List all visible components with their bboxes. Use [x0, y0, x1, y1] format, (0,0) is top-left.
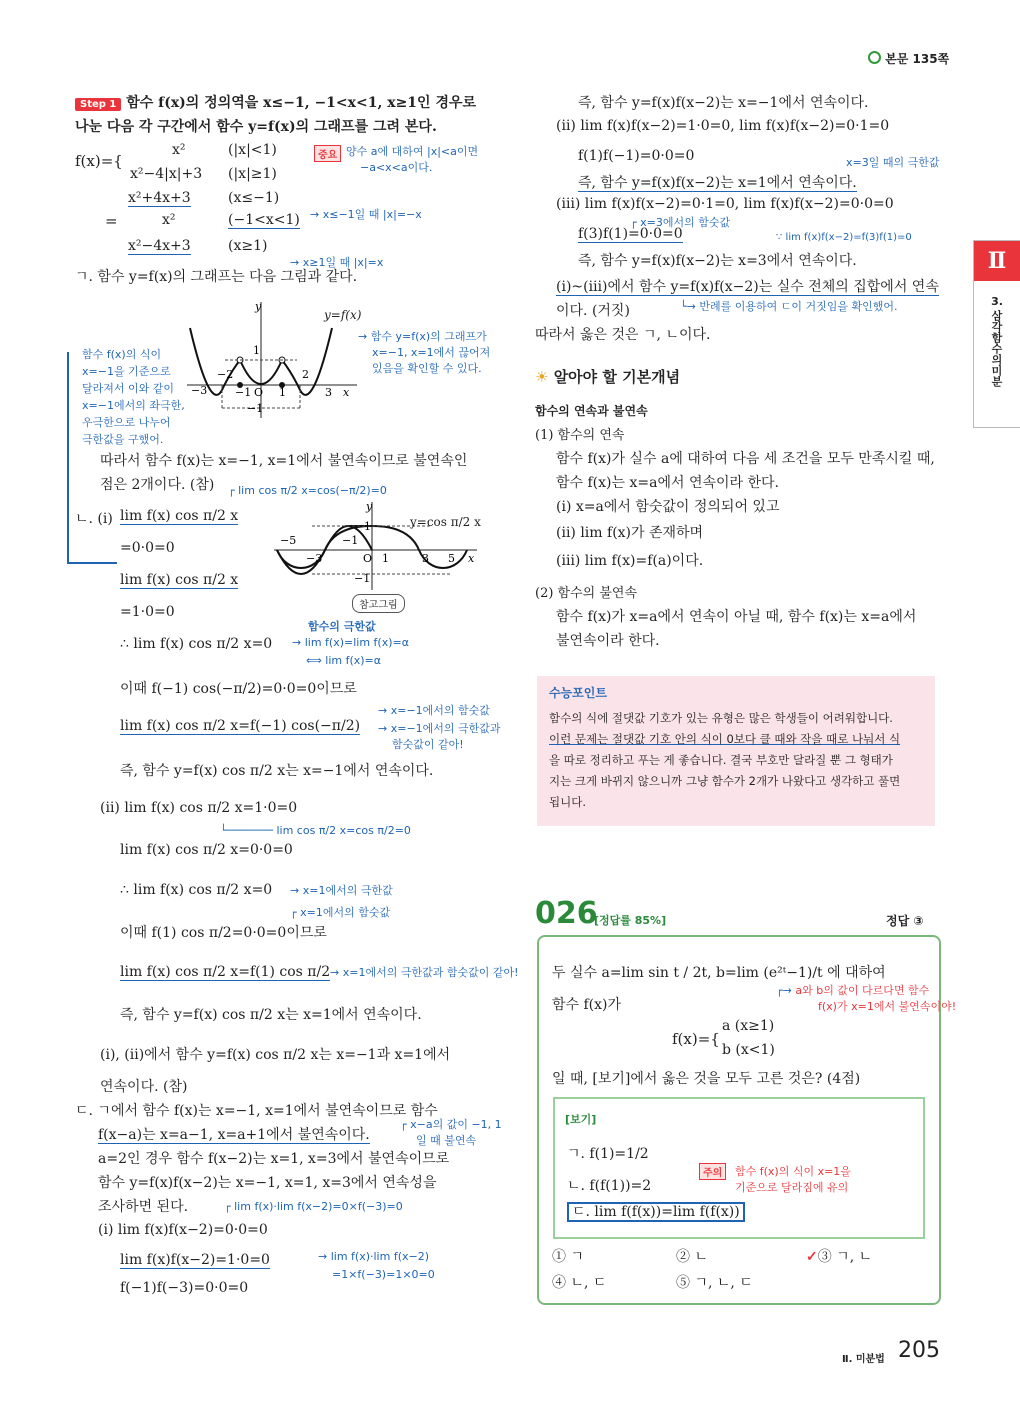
side-note-bracket: [67, 562, 117, 564]
svg-text:1: 1: [279, 386, 286, 399]
right-7: 즉, 함수 y=f(x)f(x−2)는 x=3에서 연속이다.: [578, 253, 857, 269]
svg-text:−1: −1: [342, 534, 359, 547]
limit-note-2: ⟺ lim f(x)=α: [306, 654, 382, 667]
question-fx-a: a (x≥1): [722, 1018, 775, 1034]
intro-line-2: 나눈 다음 각 구간에서 함수 y=f(x)의 그래프를 그려 본다.: [75, 119, 437, 135]
digeut-2: f(x−a)는 x=a−1, x=a+1에서 불연속이다.: [98, 1127, 370, 1143]
digeut-5-note: ┌ lim f(x)·lim f(x−2)=0×f(−3)=0: [224, 1200, 403, 1213]
right-10: 따라서 옳은 것은 ㄱ, ㄴ이다.: [535, 327, 711, 343]
right-6-note: ∵ lim f(x)f(x−2)=f(3)f(1)=0: [776, 232, 912, 243]
svg-text:y: y: [255, 300, 262, 313]
caution-note-2: 기준으로 달라짐에 유의: [735, 1181, 849, 1194]
question-line-1: 두 실수 a=lim sin t / 2t, b=lim (e²ᵗ−1)/t 에 대하여: [552, 965, 886, 981]
bogi-title: [보기]: [565, 1113, 597, 1126]
digeut-i-2-note-1: → lim f(x)·lim f(x−2): [318, 1250, 430, 1263]
choice-4[interactable]: ④ ㄴ, ㄷ: [552, 1275, 607, 1291]
bogi-item-giyeok: ㄱ. f(1)=1/2: [567, 1146, 649, 1162]
choice-1[interactable]: ① ㄱ: [552, 1249, 584, 1265]
footer-chapter: Ⅱ. 미분법: [842, 1354, 885, 1365]
bogi-item-nieun: ㄴ. f(f(1))=2: [567, 1178, 652, 1194]
important-note-2: −a<x<a이다.: [360, 161, 433, 174]
therefore-1: ∴ lim f(x) cos π/2 x=0: [120, 636, 273, 652]
fx-lhs: f(x)={: [75, 152, 123, 170]
graph-fx-note-1: → 함수 y=f(x)의 그래프가: [358, 330, 487, 343]
caution-tag: 주의: [699, 1163, 726, 1180]
graph-fx-label: y=f(x): [324, 308, 362, 322]
right-9-note: └→ 반례를 이용하여 ㄷ이 거짓임을 확인했어.: [680, 300, 898, 313]
digeut-i-2: lim f(x)f(x−2)=1·0=0: [120, 1252, 270, 1268]
limit-note-1: → lim f(x)=lim f(x)=α: [292, 636, 409, 649]
nieun-i-line-2b: =1·0=0: [120, 604, 175, 620]
eq1-note-2: → x=−1에서의 극한값과: [378, 722, 501, 735]
svg-text:−3: −3: [306, 552, 323, 565]
concept-1-b: 함수 f(x)는 x=a에서 연속이라 한다.: [556, 475, 779, 491]
svg-text:x: x: [343, 386, 350, 399]
right-6: f(3)f(1)=0·0=0: [578, 226, 683, 242]
svg-text:y: y: [366, 500, 373, 513]
side-note: 함수 f(x)의 식이 x=−1을 기준으로 달라져서 이와 같이 x=−1에서의 좌극한, 우극한으로 나누어 극한값을 구했어.: [82, 348, 185, 446]
fx2-a-cond: (x≤−1): [228, 190, 280, 206]
then-1: 이때 f(−1) cos(−π/2)=0·0=0이므로: [120, 681, 357, 697]
continuous-2: 즉, 함수 y=f(x) cos π/2 x는 x=1에서 연속이다.: [120, 1007, 422, 1023]
svg-text:2: 2: [302, 368, 309, 381]
nieun-i-head: ㄴ. (ⅰ): [75, 511, 113, 527]
giyeok-conclusion-2: 점은 2개이다. (참): [100, 477, 215, 493]
question-note-1: ┌→ a와 b의 값이 다르다면 함수: [776, 984, 930, 997]
question-line-2: 함수 f(x)가: [552, 997, 622, 1013]
svg-text:O: O: [254, 386, 264, 399]
fx2-c-cond: (x≥1): [228, 238, 268, 254]
suneung-point-text: 함수의 식에 절댓값 기호가 있는 유형은 많은 학생들이 어려워합니다. 이런 문제는 절댓값 기호 안의 식이 0보다 클 때와 작을 때로 나눠서 식 을 따로 정리하고 푸는 게 좋습니다. 결국 부호만 달라질 뿐 그 형태가 지는 크게 바뀌지 않으니까 그냥 함수가 2개가 나왔다고 생각하고 풀면 됩니다.: [549, 711, 901, 809]
digeut-1: ㄷ. ㄱ에서 함수 f(x)는 x=−1, x=1에서 불연속이므로 함수: [75, 1103, 438, 1119]
nieun-ii-note: └─────── lim cos π/2 x=cos π/2=0: [220, 824, 411, 837]
graph-fx-note-3: 있음을 확인할 수 있다.: [372, 362, 482, 375]
fx1-a: x²: [172, 142, 186, 158]
step-line: Step 1 함수 f(x)의 정의역을 x≤−1, −1<x<1, x≥1인 경우로: [75, 92, 476, 112]
problem-number: 026: [535, 896, 598, 931]
correct-rate: [정답률 85%]: [594, 914, 667, 927]
fx1-b-cond: (|x|≥1): [228, 166, 277, 182]
nieun-i-line-1: lim f(x) cos π/2 x: [120, 508, 239, 524]
right-8: (ⅰ)~(ⅲ)에서 함수 y=f(x)f(x−2)는 실수 전체의 집합에서 연속: [556, 279, 939, 295]
concept-title: ☀ 알아야 할 기본개념: [535, 368, 681, 386]
concept-1-ii: (ⅱ) lim f(x)가 존재하며: [556, 525, 704, 541]
fx1-a-cond: (|x|<1): [228, 142, 277, 158]
caution-note-1: 함수 f(x)의 식이 x=1을: [735, 1165, 851, 1178]
nieun-note-top: ┌ lim cos π/2 x=cos(−π/2)=0: [228, 484, 387, 497]
fx2-b-cond: (−1<x<1): [228, 212, 300, 228]
note-x-ge: → x≥1일 때 |x|=x: [290, 256, 384, 269]
nieun-i-line-1b: =0·0=0: [120, 540, 175, 556]
side-note-bracket: [67, 352, 69, 564]
svg-text:−1: −1: [247, 402, 264, 415]
question-fx-lhs: f(x)={: [672, 1030, 720, 1048]
answer-label: 정답 ③: [886, 914, 924, 928]
graph-cos-label: y=cos π/2 x: [410, 515, 481, 529]
digeut-2-note-2: 일 때 불연속: [416, 1134, 477, 1147]
chapter-number: Ⅱ: [974, 241, 1020, 281]
section-title: 삼각함수의미분: [990, 310, 1003, 387]
digeut-i-2-note-2: =1×f(−3)=1×0=0: [332, 1268, 435, 1281]
giyeok-statement: ㄱ. 함수 y=f(x)의 그래프는 다음 그림과 같다.: [75, 269, 358, 285]
fx2-a: x²+4x+3: [128, 190, 191, 206]
svg-text:−3: −3: [191, 384, 208, 397]
svg-text:3: 3: [422, 552, 429, 565]
important-tag: 중요: [314, 145, 341, 162]
lightbulb-icon: ☀: [535, 368, 549, 386]
continuous-1: 즉, 함수 y=f(x) cos π/2 x는 x=−1에서 연속이다.: [120, 763, 434, 779]
concept-2-a: 함수 f(x)가 x=a에서 연속이 아닐 때, 함수 f(x)는 x=a에서: [556, 609, 917, 625]
svg-text:−2: −2: [217, 368, 234, 381]
svg-text:−5: −5: [280, 534, 297, 547]
right-4: 즉, 함수 y=f(x)f(x−2)는 x=1에서 연속이다.: [578, 175, 857, 191]
reference-figure-badge: 참고그림: [352, 594, 405, 613]
therefore-2: ∴ lim f(x) cos π/2 x=0: [120, 882, 273, 898]
svg-text:x: x: [468, 552, 475, 565]
question-note-2: f(x)가 x=1에서 불연속이야!: [818, 1000, 957, 1013]
therefore-2-note: → x=1에서의 극한값: [290, 884, 393, 897]
page-number: 205: [898, 1338, 940, 1363]
right-3: f(1)f(−1)=0·0=0: [578, 148, 695, 164]
question-line-3: 일 때, [보기]에서 옳은 것을 모두 고른 것은? (4점): [552, 1071, 861, 1087]
nieun-conclusion-2: 연속이다. (참): [100, 1079, 188, 1095]
suneung-point-box: [537, 676, 935, 826]
concept-1-iii: (ⅲ) lim f(x)=f(a)이다.: [556, 553, 704, 569]
concept-2-b: 불연속이라 한다.: [556, 633, 660, 649]
nieun-ii-line-1: (ⅱ) lim f(x) cos π/2 x=1·0=0: [100, 800, 298, 816]
giyeok-conclusion-1: 따라서 함수 f(x)는 x=−1, x=1에서 불연속이므로 불연속인: [100, 453, 468, 469]
digeut-5: 조사하면 된다.: [98, 1199, 189, 1215]
equation-2: lim f(x) cos π/2 x=f(1) cos π/2: [120, 964, 331, 980]
concept-1-a: 함수 f(x)가 실수 a에 대하여 다음 세 조건을 모두 만족시킬 때,: [556, 451, 935, 467]
chapter-tab[interactable]: [973, 240, 1020, 428]
right-2: (ⅱ) lim f(x)f(x−2)=1·0=0, lim f(x)f(x−2)=0·1=0: [556, 118, 890, 134]
check-icon: ✓: [806, 1249, 818, 1265]
right-1: 즉, 함수 y=f(x)f(x−2)는 x=−1에서 연속이다.: [578, 95, 869, 111]
choice-3[interactable]: ✓③ ㄱ, ㄴ: [806, 1249, 873, 1265]
then-2: 이때 f(1) cos π/2=0·0=0이므로: [120, 925, 327, 941]
digeut-i-1: (ⅰ) lim f(x)f(x−2)=0·0=0: [98, 1222, 268, 1238]
svg-text:3: 3: [325, 386, 332, 399]
digeut-3: a=2인 경우 함수 f(x−2)는 x=1, x=3에서 불연속이므로: [98, 1151, 450, 1167]
svg-text:1: 1: [253, 344, 260, 357]
suneung-point-title: 수능포인트: [549, 686, 607, 700]
eq1-note-3: 함숫값이 같아!: [392, 738, 464, 751]
fx2-c: x²−4x+3: [128, 238, 191, 254]
svg-text:−1: −1: [235, 386, 252, 399]
important-note-1: 양수 a에 대하여 |x|<a이면: [346, 145, 479, 158]
nieun-ii-line-2: lim f(x) cos π/2 x=0·0=0: [120, 842, 293, 858]
graph-fx-note-2: x=−1, x=1에서 끊어져: [372, 346, 491, 359]
note-x-le: → x≤−1일 때 |x|=−x: [310, 208, 422, 221]
nieun-i-line-2: lim f(x) cos π/2 x: [120, 572, 239, 588]
fx1-b: x²−4|x|+3: [130, 166, 203, 182]
circle-icon: [868, 51, 881, 64]
step-tag: Step 1: [75, 98, 121, 111]
choice-2[interactable]: ② ㄴ: [676, 1249, 708, 1265]
section-number: 3.: [991, 295, 1003, 308]
svg-text:5: 5: [448, 552, 455, 565]
right-9: 이다. (거짓): [556, 303, 630, 319]
then-2-note: ┌ x=1에서의 함숫값: [290, 906, 391, 919]
concept-2-head: (2) 함수의 불연속: [535, 586, 638, 601]
digeut-2-note-1: ┌ x−a의 값이 −1, 1: [400, 1118, 502, 1131]
digeut-i-3: f(−1)f(−3)=0·0=0: [120, 1280, 249, 1296]
choice-5[interactable]: ⑤ ㄱ, ㄴ, ㄷ: [676, 1275, 753, 1291]
svg-text:1: 1: [364, 520, 371, 533]
concept-subtitle: 함수의 연속과 불연속: [535, 404, 648, 418]
question-fx-b: b (x<1): [722, 1042, 775, 1058]
bogi-item-digeut: ㄷ. lim f(f(x))=lim f(f(x)): [567, 1201, 745, 1221]
digeut-4: 함수 y=f(x)f(x−2)는 x=−1, x=1, x=3에서 연속성을: [98, 1175, 437, 1191]
concept-1-head: (1) 함수의 연속: [535, 428, 625, 443]
right-3-note: x=3일 때의 극한값: [846, 156, 940, 169]
svg-text:1: 1: [382, 552, 389, 565]
graph-cos: [272, 500, 482, 592]
fx2-eq: =: [105, 212, 118, 230]
nieun-conclusion-1: (ⅰ), (ⅱ)에서 함수 y=f(x) cos π/2 x는 x=−1과 x=1에서: [100, 1047, 451, 1063]
eq2-note: → x=1에서의 극한값과 함숫값이 같아!: [330, 966, 519, 979]
bogi-box: [553, 1097, 925, 1239]
svg-text:O: O: [363, 552, 373, 565]
right-5: (ⅲ) lim f(x)f(x−2)=0·1=0, lim f(x)f(x−2)=0·0=0: [556, 196, 894, 212]
svg-text:−1: −1: [354, 572, 371, 585]
right-5-note: ┌ x=3에서의 함숫값: [630, 216, 731, 229]
eq1-note-1: → x=−1에서의 함숫값: [378, 704, 490, 717]
equation-1: lim f(x) cos π/2 x=f(−1) cos(−π/2): [120, 718, 361, 734]
concept-1-i: (ⅰ) x=a에서 함숫값이 정의되어 있고: [556, 499, 780, 515]
fx2-b: x²: [162, 212, 176, 228]
limit-note-title: 함수의 극한값: [308, 620, 376, 633]
page-ref: 본문 135쪽: [868, 50, 949, 67]
